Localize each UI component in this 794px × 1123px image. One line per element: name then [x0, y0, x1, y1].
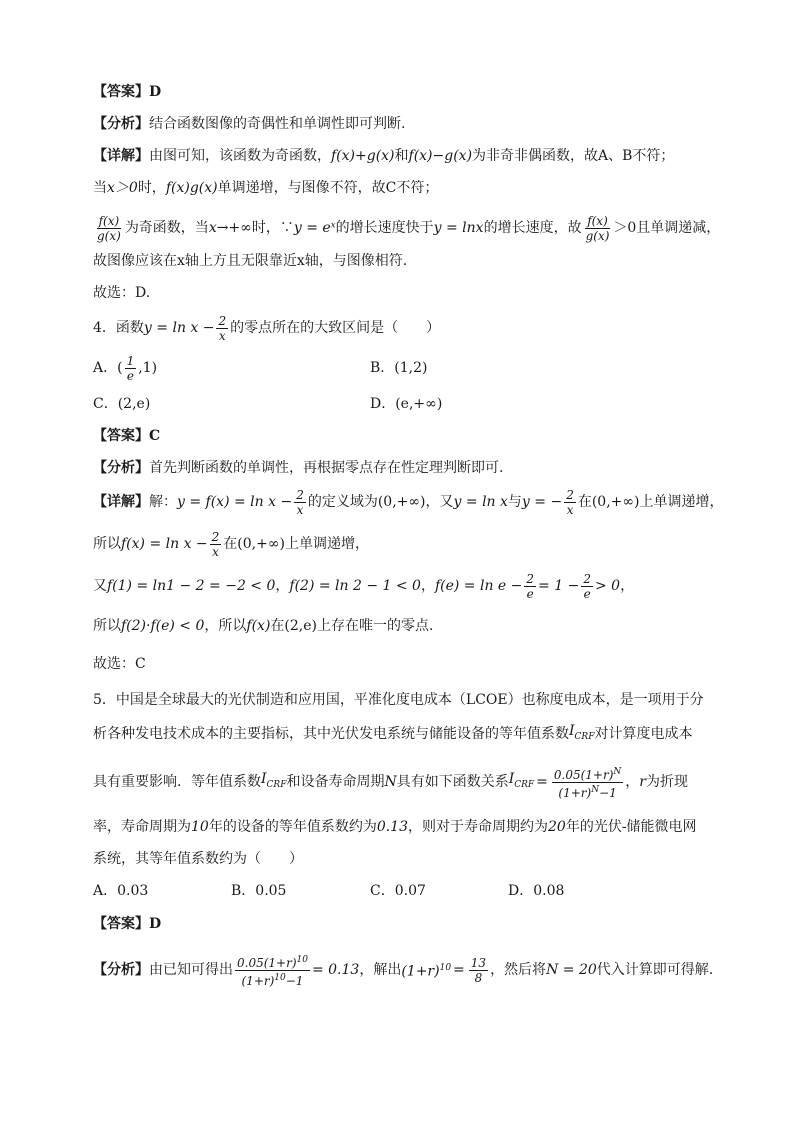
q4-stem — [93, 310, 706, 346]
q5-option-a — [93, 881, 148, 901]
q5-stem-text: ， — [625, 774, 640, 790]
q5-formula-fraction — [552, 765, 623, 800]
q4-math: y = f(x) = ln x − — [177, 494, 293, 510]
q3-detail-text: 时， — [137, 180, 166, 196]
q4-option-a — [93, 352, 157, 384]
q3-detail-text: 和 — [394, 148, 409, 164]
q5-analysis-text: ，然后将 — [490, 962, 547, 978]
fraction-denominator: x — [296, 502, 304, 517]
q4-choice-text: 故选：C — [93, 656, 146, 672]
q5-icrf — [569, 721, 594, 747]
q5-math: I — [261, 771, 267, 788]
q3-detail-text: 单调递增，与图像不符，故C不符； — [217, 180, 439, 196]
q4-stem-text: 4．函数 — [93, 320, 144, 336]
q4-option-b — [370, 358, 427, 378]
q4-fraction — [564, 488, 576, 517]
q4-option-c — [93, 394, 150, 414]
q5-stem-text: 率，寿命周期为 — [93, 819, 191, 835]
fraction-denominator: g(x) — [97, 228, 121, 243]
q3-math: f(x)+g(x) — [331, 148, 395, 164]
q4-detail-text: 解： — [149, 494, 177, 510]
q4-answer-text: 【答案】C — [93, 428, 161, 444]
q4-answer — [93, 426, 706, 446]
option-text: B．(1,2) — [370, 360, 428, 376]
option-label: A． — [93, 360, 118, 376]
q5-stem-line-4 — [93, 817, 706, 837]
q4-detail-text: 在(0,+∞)上单调递增， — [223, 536, 369, 552]
q4-math: f(x) — [246, 618, 271, 634]
fraction-denominator — [240, 971, 306, 988]
fraction-numerator — [552, 765, 623, 783]
q3-detail-text: 为奇函数，当 — [124, 220, 209, 236]
q5-stem-text: 为折现 — [645, 774, 688, 790]
q5-math: 20 — [548, 819, 566, 835]
fraction-numerator: f(x) — [587, 213, 608, 228]
q3-analysis-text: 结合函数图像的奇偶性和单调性即可判断. — [149, 116, 406, 132]
fraction-numerator: 2 — [296, 487, 304, 502]
option-math: ,1) — [138, 360, 158, 376]
fraction-denominator: x — [212, 544, 219, 559]
q5-math: −1 — [599, 785, 617, 800]
q5-stem-line-1 — [93, 690, 706, 710]
q5-stem-line-5 — [93, 849, 706, 869]
q5-option-c — [370, 881, 426, 901]
q5-stem-text: 对计算度电成本 — [594, 725, 693, 742]
q4-fraction — [581, 572, 593, 601]
q3-math: x＞0 — [107, 180, 138, 196]
q4-math: f(2) = ln 2 − 1 < 0 — [289, 578, 421, 594]
q3-math: y = lnx — [433, 220, 484, 236]
q3-answer-text: 【答案】D — [93, 84, 162, 100]
q3-analysis-tag: 【分析】 — [93, 116, 149, 132]
fraction-numerator: 2 — [218, 313, 227, 328]
q5-math: (1+r) — [401, 963, 440, 980]
q5-math: = — [453, 962, 465, 978]
q4-detail-line-1 — [93, 484, 724, 520]
fraction-denominator — [556, 783, 618, 800]
q5-analysis — [93, 950, 714, 990]
q3-detail-text: 故图像应该在x轴上方且无限靠近x轴，与图像相符. — [93, 253, 408, 269]
q5-stem-text: 系统，其等年值系数约为（ ） — [93, 851, 303, 867]
q4-fraction — [216, 314, 228, 343]
q5-math: 0.05(1+r) — [237, 955, 297, 970]
q4-detail-text: ，所以 — [204, 618, 247, 634]
q5-math-power — [401, 958, 451, 982]
q5-stem-line-2 — [93, 721, 706, 747]
fraction-numerator: 13 — [470, 955, 487, 970]
q4-detail-tag: 【详解】 — [93, 494, 149, 510]
q5-icrf — [261, 769, 286, 795]
q5-stem-text: ，则对于寿命周期约为 — [408, 819, 548, 835]
q5-analysis-text: 由已知可得出 — [149, 962, 233, 978]
q3-detail-line-2 — [93, 178, 706, 198]
q3-answer — [93, 82, 706, 102]
q5-math-sup: 10 — [274, 972, 286, 983]
q3-math: y = eˣ — [293, 220, 336, 236]
q4-math: f(1) = ln1 − 2 = −2 < 0 — [107, 578, 276, 594]
q5-answer-text: 【答案】D — [93, 916, 162, 932]
q5-analysis-text: ，解出 — [359, 962, 402, 978]
q4-math: = 1 − — [538, 578, 580, 594]
q5-math: 10 — [191, 819, 209, 835]
q4-fraction — [524, 572, 536, 601]
q4-math: > 0 — [594, 578, 621, 594]
q4-detail-text: ， — [275, 578, 290, 594]
q3-detail-line-3 — [93, 210, 721, 246]
q5-option-b — [231, 881, 286, 901]
q3-math: f(x)g(x) — [165, 180, 218, 196]
q5-math: I — [508, 771, 515, 788]
q5-math: (1+r) — [558, 785, 592, 800]
q5-math-sub: CRF — [266, 779, 287, 790]
option-math: ( — [117, 360, 123, 376]
fraction-denominator: 8 — [474, 970, 483, 985]
q4-math: y = − — [521, 494, 563, 510]
q4-detail-text: 在(0,+∞)上单调递增， — [577, 494, 724, 510]
q4-math: f(x) = ln x − — [121, 536, 208, 552]
option-text: A．0.03 — [93, 883, 149, 899]
q5-stem-text: 年的设备的等年值系数约为 — [208, 819, 377, 835]
q5-option-d — [508, 881, 564, 901]
q4-fraction — [210, 530, 222, 559]
q4-math: f(2)·f(e) < 0 — [121, 618, 205, 634]
q5-math: (1+r) — [241, 973, 275, 988]
q4-detail-text: 与 — [507, 494, 522, 510]
q3-detail-text: 由图可知，该函数为奇函数， — [149, 148, 331, 164]
q5-math-sup: 10 — [296, 954, 308, 965]
fraction-numerator: 1 — [126, 353, 135, 368]
q4-detail-line-2 — [93, 526, 706, 562]
q3-detail-line-1 — [93, 146, 706, 166]
q4-stem-text: 的零点所在的大致区间是（ ） — [230, 320, 441, 336]
q5-stem-text: 具有重要影响．等年值系数 — [93, 774, 261, 790]
option-text: D．(e,+∞) — [370, 396, 443, 412]
q4-choice — [93, 654, 706, 674]
fraction-denominator: e — [126, 368, 134, 383]
fraction-denominator: e — [526, 586, 534, 601]
q4-detail-text: ， — [620, 578, 635, 594]
q5-stem-text: 具有如下函数关系 — [396, 774, 509, 790]
q5-math: −1 — [285, 973, 304, 988]
q3-math: x→+∞ — [208, 220, 252, 236]
fraction-denominator: x — [218, 328, 226, 343]
q3-detail-line-4 — [93, 251, 706, 271]
fraction-numerator: f(x) — [98, 213, 120, 228]
q4-math: f(e) = ln e − — [434, 578, 523, 594]
q5-analysis-text: 代入计算即可得解. — [596, 962, 714, 978]
q5-math-sup: N — [613, 766, 622, 777]
q5-equals: = — [536, 774, 548, 790]
fraction-numerator: 2 — [583, 571, 591, 586]
q3-detail-text: 的增长速度，故 — [483, 220, 582, 236]
q5-math: = 0.13 — [311, 962, 360, 978]
q3-detail-text: ＞0且单调递减， — [613, 220, 721, 236]
q5-math: r — [639, 774, 646, 790]
q5-analysis-fraction — [235, 953, 310, 988]
q4-analysis-text: 首先判断函数的单调性，再根据零点存在性定理判断即可. — [149, 460, 504, 476]
fraction-numerator: 2 — [526, 571, 535, 586]
q5-stem-line-3 — [93, 762, 706, 802]
option-text: D．0.08 — [508, 883, 565, 899]
q4-detail-text: 的定义域为(0,+∞)，又 — [307, 494, 454, 510]
q5-math-sub: CRF — [514, 779, 535, 790]
q5-analysis-fraction-2 — [469, 956, 488, 985]
q4-detail-text: 所以 — [93, 536, 121, 552]
q5-stem-text: 析各种发电技术成本的主要指标，其中光伏发电系统与储能设备的等年值系数 — [93, 725, 569, 742]
q3-detail-text: 为非奇非偶函数，故A、B不符； — [472, 148, 675, 164]
fraction-denominator: g(x) — [585, 228, 610, 243]
q3-detail-text: 时，∵ — [251, 220, 294, 236]
fraction-denominator: x — [566, 502, 574, 517]
q4-analysis — [93, 458, 706, 478]
q5-math: I — [569, 723, 575, 739]
q3-analysis — [93, 114, 706, 134]
q5-answer — [93, 914, 706, 934]
q5-stem-text: 和设备寿命周期 — [286, 774, 385, 790]
q3-fraction — [584, 214, 612, 243]
q4-detail-text: 所以 — [93, 618, 121, 634]
q5-math-sub: CRF — [574, 731, 595, 742]
q5-math: N — [384, 774, 397, 790]
q5-math-sup: 10 — [439, 963, 452, 974]
q3-choice — [93, 283, 706, 303]
q4-option-a-fraction — [125, 354, 137, 383]
option-text: B．0.05 — [231, 883, 287, 899]
q5-stem-text: 5．中国是全球最大的光伏制造和应用国，平准化度电成本（LCOE）也称度电成本，是一项用于分 — [93, 692, 704, 708]
q3-detail-tag: 【详解】 — [93, 148, 149, 164]
q4-detail-line-4 — [93, 616, 706, 636]
q3-fraction — [95, 214, 123, 243]
q5-icrf — [509, 769, 534, 795]
q4-math: y = ln x − — [143, 320, 215, 336]
option-text: C．0.07 — [370, 883, 426, 899]
q4-math: y = ln x — [453, 494, 508, 510]
q3-detail-text: 当 — [93, 180, 107, 196]
option-text: C．(2,e) — [93, 396, 151, 412]
q5-analysis-tag: 【分析】 — [93, 962, 149, 978]
q3-math: f(x)−g(x) — [408, 148, 473, 164]
fraction-numerator: 2 — [566, 487, 574, 502]
q4-detail-text: ， — [420, 578, 435, 594]
fraction-numerator: 2 — [211, 529, 220, 544]
q5-math: 0.05(1+r) — [553, 767, 614, 782]
q4-detail-text: 又 — [93, 578, 107, 594]
q3-choice-text: 故选：D. — [93, 285, 151, 301]
q5-math: N = 20 — [546, 962, 597, 978]
fraction-denominator: e — [583, 586, 591, 601]
q5-math-sup: N — [591, 784, 600, 795]
q4-analysis-tag: 【分析】 — [93, 460, 149, 476]
q4-option-d — [370, 394, 442, 414]
q3-detail-text: 的增长速度快于 — [335, 220, 434, 236]
q4-detail-line-3 — [93, 568, 706, 604]
q4-fraction — [294, 488, 306, 517]
q4-detail-text: 在(2,e)上存在唯一的零点. — [270, 618, 434, 634]
q5-stem-text: 年的光伏-储能微电网 — [565, 819, 697, 835]
q5-math: 0.13 — [376, 819, 408, 835]
fraction-numerator — [235, 953, 310, 971]
